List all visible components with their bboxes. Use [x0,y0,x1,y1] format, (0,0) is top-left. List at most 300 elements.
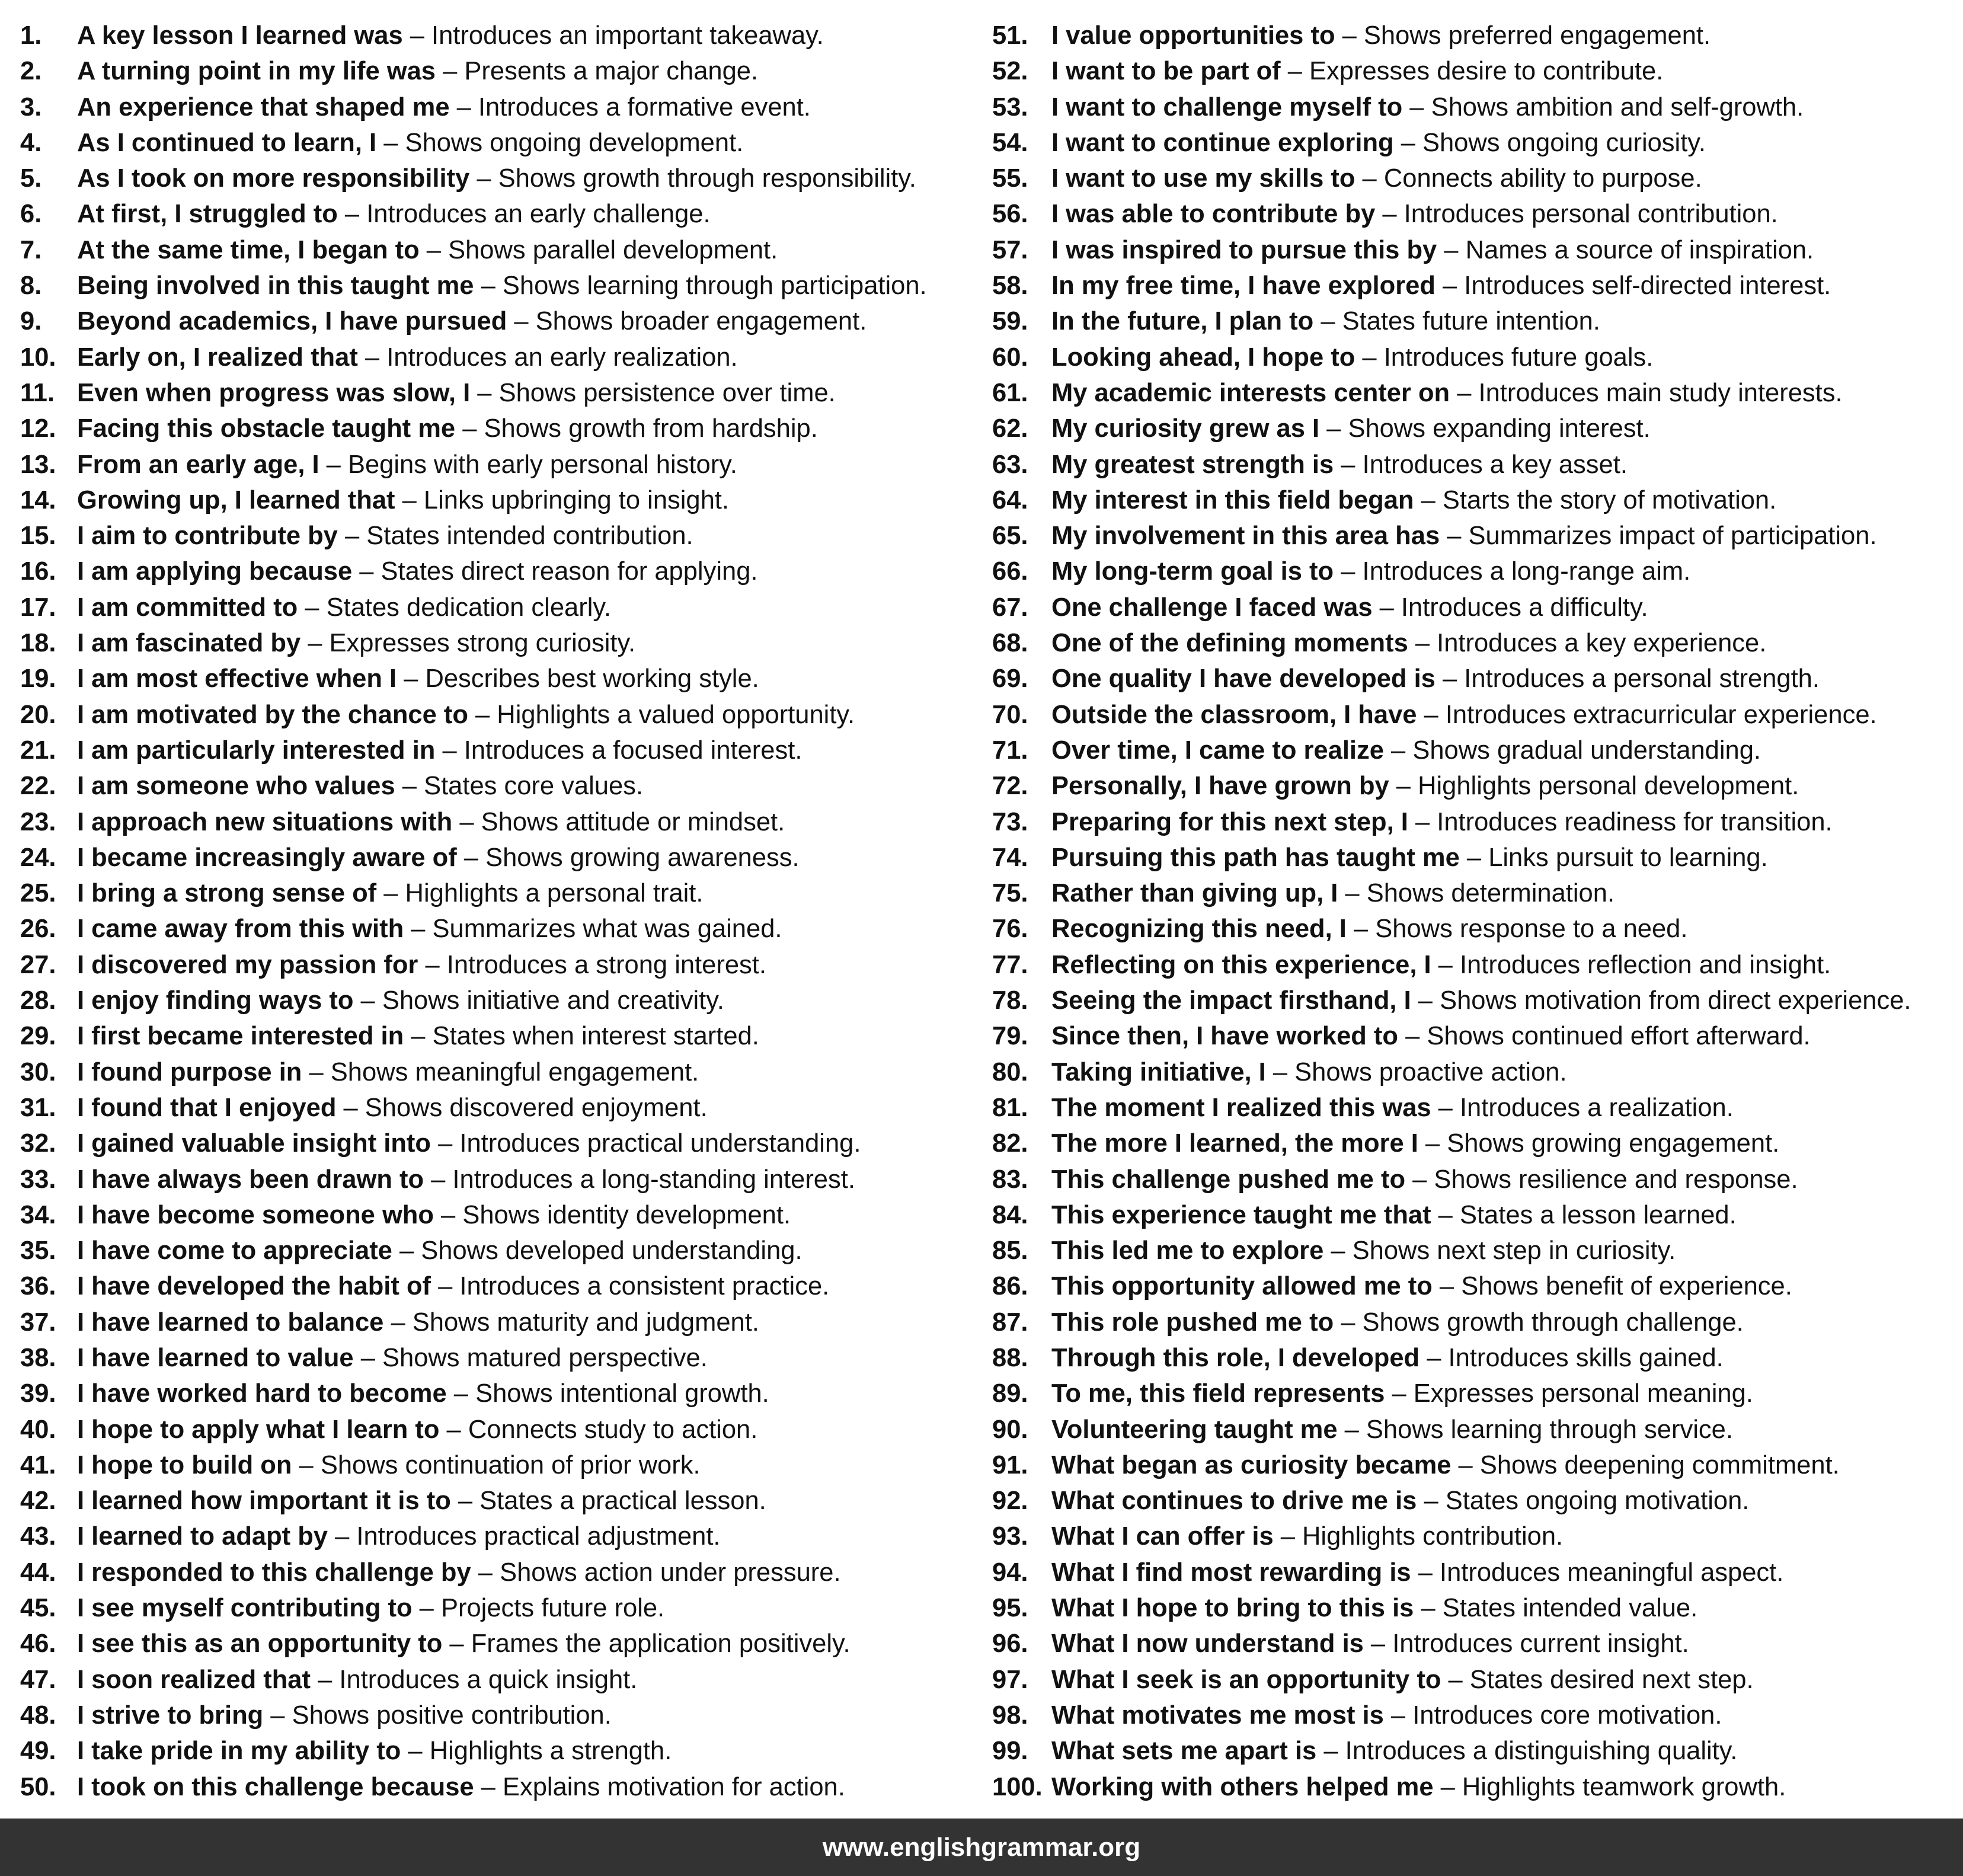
item-text [1051,1769,1786,1805]
item-number: 49. [20,1737,56,1766]
list-item [992,590,1958,625]
item-number: 9. [20,307,42,336]
item-text [77,340,738,375]
list-item [992,840,1958,875]
item-description: States future intention. [1342,307,1600,336]
item-text [1051,1233,1676,1268]
item-description: Shows ambition and self-growth. [1431,92,1804,122]
item-description: Introduces a long-range aim. [1362,557,1691,586]
item-separator: – [452,807,481,836]
footer-website: www.englishgrammar.org [822,1832,1141,1862]
item-phrase: Facing this obstacle taught me [77,414,456,443]
item-number: 29. [20,1022,56,1051]
item-text [1051,1555,1783,1590]
item-number: 81. [992,1093,1028,1122]
item-number: 19. [20,664,56,693]
item-separator: – [1432,1272,1462,1301]
item-separator: – [1346,915,1376,944]
item-description: Introduces a realization. [1459,1093,1734,1122]
list-item [20,625,980,661]
item-text [1051,340,1653,375]
item-description: Names a source of inspiration. [1465,235,1814,264]
item-separator: – [435,736,464,765]
item-separator: – [419,235,449,264]
item-separator: – [1335,21,1364,50]
item-separator: – [1435,271,1465,301]
item-phrase: I came away from this with [77,915,404,944]
item-number: 82. [992,1129,1028,1158]
item-separator: – [442,1629,471,1658]
list-item [20,53,980,89]
item-description: Begins with early personal history. [347,450,737,479]
item-phrase: I hope to apply what I learn to [77,1415,440,1444]
item-description: Shows discovered enjoyment. [365,1093,708,1122]
list-item [20,1162,980,1197]
item-text [77,1733,672,1769]
item-description: Projects future role. [440,1594,665,1623]
item-separator: – [1319,414,1348,443]
list-item [20,1018,980,1054]
item-text [77,1626,851,1661]
item-phrase: This led me to explore [1051,1236,1324,1265]
item-text [1051,697,1877,733]
item-text [1051,1305,1744,1340]
item-number: 1. [20,21,42,50]
item-number: 94. [992,1558,1028,1587]
item-text [77,53,758,89]
item-separator: – [395,772,424,801]
item-separator: – [412,1594,441,1623]
list-item [992,1626,1958,1661]
item-text [77,1268,829,1304]
list-item [992,1483,1958,1519]
item-separator: – [1431,950,1460,979]
item-description: Expresses strong curiosity. [329,629,636,658]
item-description: Links upbringing to insight. [423,485,729,514]
item-description: Introduces future goals. [1383,343,1654,372]
item-phrase: Through this role, I developed [1051,1343,1420,1372]
item-phrase: One of the defining moments [1051,629,1408,658]
item-phrase: I see myself contributing to [77,1594,413,1623]
item-description: Describes best working style. [425,664,759,693]
item-description: Introduces reflection and insight. [1459,950,1831,979]
item-phrase: From an early age, I [77,450,319,479]
item-text [1051,161,1702,196]
item-phrase: Seeing the impact firsthand, I [1051,986,1411,1015]
item-description: Introduces extracurricular experience. [1445,700,1877,729]
list-item [992,947,1958,983]
list-item [20,1054,980,1090]
item-phrase: I am motivated by the chance to [77,700,468,729]
list-item [992,53,1958,89]
item-text [77,1197,791,1233]
item-separator: – [337,200,367,229]
item-separator: – [1440,522,1469,551]
item-text [1051,90,1804,125]
list-item [20,303,980,339]
item-text [1051,53,1663,89]
item-separator: – [1431,1093,1460,1122]
item-number: 37. [20,1308,56,1337]
item-number: 10. [20,343,56,372]
item-separator: – [1411,1558,1440,1587]
item-number: 92. [992,1487,1028,1516]
item-phrase: I am committed to [77,593,298,622]
item-phrase: An experience that shaped me [77,92,450,122]
item-number: 74. [992,843,1028,872]
item-text [77,232,778,268]
item-description: Introduces a difficulty. [1401,593,1648,622]
list-item [992,1162,1958,1197]
item-separator: – [1355,343,1384,372]
item-number: 90. [992,1415,1028,1444]
item-text [1051,411,1651,446]
item-phrase: What I now understand is [1051,1629,1364,1658]
item-text [1051,1090,1734,1126]
item-text [1051,1162,1798,1197]
item-description: Introduces an early realization. [386,343,738,372]
item-text [77,1769,845,1805]
item-description: States ongoing motivation. [1445,1487,1750,1516]
item-phrase: I learned how important it is to [77,1487,451,1516]
item-phrase: What I seek is an opportunity to [1051,1665,1441,1694]
item-separator: – [1431,1200,1460,1229]
item-phrase: In my free time, I have explored [1051,271,1436,301]
item-description: Shows continued effort afterward. [1427,1022,1811,1051]
item-description: Introduces self-directed interest. [1464,271,1831,301]
list-item [20,1733,980,1769]
item-text [1051,661,1820,696]
item-separator: – [430,1129,460,1158]
list-item [992,161,1958,196]
item-description: Introduces a formative event. [478,92,811,122]
item-separator: – [455,414,484,443]
list-item [20,1340,980,1376]
list-item [992,697,1958,733]
item-phrase: This challenge pushed me to [1051,1165,1406,1194]
item-separator: – [456,843,486,872]
item-phrase: Since then, I have worked to [1051,1022,1398,1051]
item-separator: – [1420,1343,1449,1372]
item-text [1051,375,1843,411]
item-number: 73. [992,807,1028,836]
item-number: 75. [992,879,1028,908]
item-description: Highlights personal development. [1418,772,1799,801]
list-item [20,1126,980,1161]
list-item [992,1412,1958,1447]
list-item [992,340,1958,375]
item-number: 46. [20,1629,56,1658]
item-separator: – [1417,700,1446,729]
list-item [992,1662,1958,1698]
item-description: Shows intentional growth. [475,1379,769,1408]
item-number: 51. [992,21,1028,50]
item-phrase: What began as curiosity became [1051,1450,1452,1479]
item-number: 85. [992,1236,1028,1265]
item-description: Introduces readiness for transition. [1437,807,1833,836]
item-separator: – [402,21,432,50]
item-number: 61. [992,378,1028,407]
item-phrase: What I can offer is [1051,1522,1274,1551]
item-text [1051,1662,1754,1698]
item-text [77,1662,637,1698]
item-number: 53. [992,92,1028,122]
item-separator: – [1265,1057,1295,1086]
item-text [77,554,757,589]
item-separator: – [397,664,426,693]
item-description: Introduces skills gained. [1448,1343,1724,1372]
list-item [992,983,1958,1018]
list-item [20,1662,980,1698]
item-number: 43. [20,1522,56,1551]
item-description: Introduces an important takeaway. [431,21,824,50]
list-item [20,340,980,375]
item-separator: – [1383,1701,1413,1730]
item-separator: – [263,1701,292,1730]
item-description: Shows growing awareness. [485,843,800,872]
list-item [20,1519,980,1554]
item-text [1051,303,1600,339]
item-separator: – [433,1200,463,1229]
item-separator: – [328,1522,357,1551]
item-number: 99. [992,1737,1028,1766]
item-number: 98. [992,1701,1028,1730]
item-number: 93. [992,1522,1028,1551]
item-separator: – [439,1415,468,1444]
item-description: Introduces a consistent practice. [459,1272,830,1301]
item-phrase: Working with others helped me [1051,1772,1434,1801]
item-separator: – [337,522,367,551]
item-text [1051,482,1776,518]
item-phrase: This experience taught me that [1051,1200,1431,1229]
item-number: 24. [20,843,56,872]
list-item [992,768,1958,804]
item-separator: – [507,307,536,336]
item-phrase: I see this as an opportunity to [77,1629,443,1658]
item-separator: – [383,1308,413,1337]
item-separator: – [1363,1629,1393,1658]
item-number: 11. [20,378,55,407]
item-separator: – [1433,1772,1462,1801]
item-description: Introduces practical understanding. [459,1129,861,1158]
item-description: Introduces a long-standing interest. [452,1165,855,1194]
item-phrase: A turning point in my life was [77,57,436,86]
item-text [77,447,737,482]
item-phrase: My greatest strength is [1051,450,1334,479]
item-separator: – [404,1022,433,1051]
item-number: 96. [992,1629,1028,1658]
item-separator: – [395,485,424,514]
item-phrase: I have developed the habit of [77,1272,431,1301]
item-number: 67. [992,593,1028,622]
item-text [77,697,855,733]
item-phrase: Preparing for this next step, I [1051,807,1408,836]
item-number: 41. [20,1450,56,1479]
item-number: 95. [992,1594,1028,1623]
item-number: 21. [20,736,56,765]
item-phrase: As I took on more responsibility [77,164,470,193]
item-description: Shows gradual understanding. [1412,736,1761,765]
list-item [992,911,1958,947]
item-number: 86. [992,1272,1028,1301]
item-separator: – [404,915,433,944]
item-phrase: I aim to contribute by [77,522,338,551]
list-item [20,90,980,125]
list-item [20,125,980,161]
list-item [20,875,980,911]
item-text [77,1555,841,1590]
list-item [992,90,1958,125]
item-description: States desired next step. [1469,1665,1754,1694]
item-description: Shows determination. [1366,879,1615,908]
list-item [992,1197,1958,1233]
item-text [1051,1447,1840,1483]
item-phrase: As I continued to learn, I [77,128,377,157]
phrase-list-column-right [992,18,1958,1805]
item-number: 28. [20,986,56,1015]
item-number: 17. [20,593,56,622]
list-item [20,411,980,446]
item-description: Introduces meaningful aspect. [1440,1558,1784,1587]
item-phrase: I have worked hard to become [77,1379,447,1408]
item-number: 100. [992,1772,1043,1801]
item-description: Introduces a key experience. [1437,629,1767,658]
list-item [20,1305,980,1340]
item-description: Highlights a valued opportunity. [497,700,855,729]
item-text [1051,911,1687,947]
item-description: Introduces a key asset. [1362,450,1628,479]
item-text [77,1305,759,1340]
item-phrase: I bring a strong sense of [77,879,377,908]
list-item [20,983,980,1018]
item-text [77,1483,766,1519]
item-text [1051,1590,1697,1626]
item-separator: – [1408,807,1437,836]
item-number: 58. [992,271,1028,301]
item-text [77,1412,757,1447]
item-description: Shows developed understanding. [421,1236,803,1265]
item-phrase: I want to challenge myself to [1051,92,1403,122]
item-phrase: Beyond academics, I have pursued [77,307,507,336]
item-text [1051,125,1706,161]
list-item [992,804,1958,840]
item-text [1051,18,1711,53]
item-phrase: I want to use my skills to [1051,164,1355,193]
item-text [1051,947,1831,983]
item-number: 44. [20,1558,56,1587]
list-item [992,1340,1958,1376]
list-item [20,840,980,875]
item-text [1051,733,1761,768]
item-text [77,733,802,768]
list-item [992,875,1958,911]
list-item [20,1090,980,1126]
list-item [20,1590,980,1626]
item-number: 31. [20,1093,56,1122]
item-description: Shows growth through challenge. [1362,1308,1744,1337]
item-number: 62. [992,414,1028,443]
item-text [1051,1340,1724,1376]
item-separator: – [1408,629,1437,658]
list-item [992,1268,1958,1304]
list-item [992,1090,1958,1126]
item-number: 15. [20,522,56,551]
item-number: 70. [992,700,1028,729]
item-separator: – [1383,736,1413,765]
item-separator: – [469,164,498,193]
item-phrase: I strive to bring [77,1701,264,1730]
item-text [1051,1054,1567,1090]
item-number: 4. [20,128,42,157]
item-description: Shows learning through participation. [502,271,927,301]
item-description: Shows attitude or mindset. [481,807,785,836]
item-text [77,1018,759,1054]
list-item [20,1626,980,1661]
item-separator: – [1405,1165,1434,1194]
item-phrase: Taking initiative, I [1051,1057,1266,1086]
item-number: 91. [992,1450,1028,1479]
item-number: 83. [992,1165,1028,1194]
item-phrase: I gained valuable insight into [77,1129,431,1158]
item-phrase: I enjoy finding ways to [77,986,354,1015]
item-number: 78. [992,986,1028,1015]
item-separator: – [1372,593,1401,622]
item-text [1051,447,1628,482]
list-item [992,303,1958,339]
item-separator: – [302,1057,331,1086]
item-number: 45. [20,1594,56,1623]
item-separator: – [298,593,327,622]
item-text [77,125,743,161]
phrase-list-column-left [20,18,980,1805]
item-separator: – [357,343,387,372]
list-item [20,554,980,589]
item-separator: – [471,1558,500,1587]
item-description: Introduces a distinguishing quality. [1345,1737,1738,1766]
item-number: 34. [20,1200,56,1229]
item-separator: – [1334,1308,1363,1337]
item-description: Shows maturity and judgment. [412,1308,759,1337]
item-description: States core values. [424,772,644,801]
item-number: 65. [992,522,1028,551]
list-item [20,733,980,768]
list-item [20,518,980,554]
item-description: Shows proactive action. [1294,1057,1567,1086]
list-item [992,482,1958,518]
list-item [992,625,1958,661]
list-item [20,1412,980,1447]
item-description: Shows expanding interest. [1348,414,1651,443]
item-phrase: My interest in this field began [1051,485,1414,514]
list-item [992,196,1958,232]
item-description: States a lesson learned. [1459,1200,1737,1229]
list-item [20,1197,980,1233]
list-item [992,447,1958,482]
list-item [992,733,1958,768]
item-number: 87. [992,1308,1028,1337]
item-phrase: Early on, I realized that [77,343,358,372]
item-text [77,90,811,125]
item-text [1051,1519,1563,1554]
item-phrase: In the future, I plan to [1051,307,1314,336]
item-text [1051,1698,1722,1733]
item-separator: – [352,557,381,586]
item-text [1051,1733,1737,1769]
item-text [77,625,635,661]
item-number: 16. [20,557,56,586]
item-text [1051,268,1831,303]
item-text [77,196,711,232]
